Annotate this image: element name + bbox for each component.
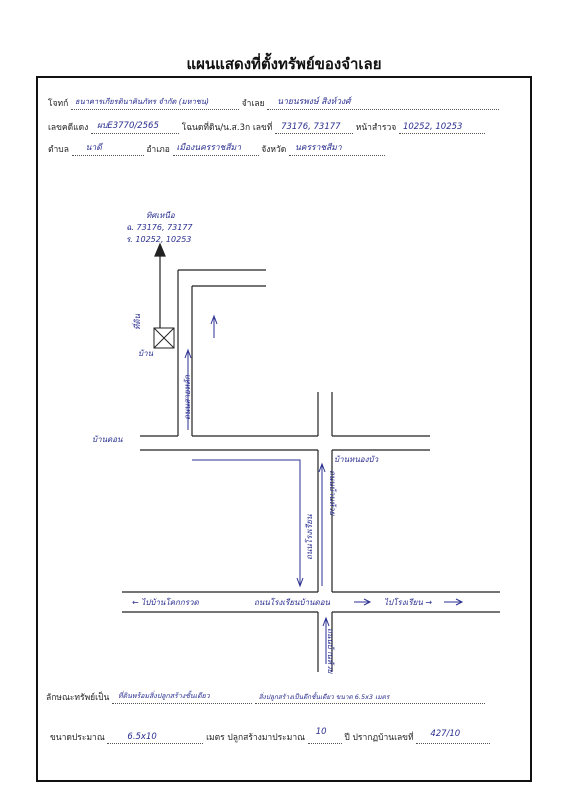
survey-value: 10252, 10253 — [402, 122, 463, 132]
page-title: แผนแสดงที่ตั้งทรัพย์ของจำเลย — [186, 55, 382, 73]
village-b-label: บ้านหนองบัว — [334, 455, 379, 464]
deed-note: ฉ. 73176, 73177 — [126, 223, 193, 232]
north-arrow-head — [155, 244, 165, 256]
property-value: ที่ดินพร้อมสิ่งปลูกสร้างชั้นเดียว — [117, 692, 210, 700]
survey-note: ร. 10252, 10253 — [126, 235, 192, 244]
property-note: สิ่งปลูกสร้างเป็นตึกชั้นเดียว ขนาด 6.5x3 เมตร — [258, 693, 390, 701]
district-label: อำเภอ — [146, 145, 170, 155]
property-field — [112, 693, 252, 704]
case-value: ผบE3770/2565 — [96, 121, 159, 131]
footer-row-1 — [46, 690, 485, 704]
unit-label: เมตร ปลูกสร้างมาประมาณ — [206, 733, 305, 743]
case-label: เลขคดีแดง — [48, 123, 89, 133]
size-field — [107, 733, 203, 744]
road-a-label: ถนนสายหลัก — [183, 375, 192, 420]
to-right-label: ไปโรงเรียน → — [384, 598, 433, 607]
village-a-label: บ้านดอน — [92, 435, 123, 444]
plaintiff-value: ธนาคารเกียรตินาคินภัทร จำกัด (มหาชน) — [75, 97, 209, 106]
footer-row-2 — [50, 727, 490, 744]
subdistrict-label: ตำบล — [48, 145, 69, 155]
route-arrow-b — [192, 460, 300, 586]
subdistrict-value: นาดี — [85, 143, 102, 153]
size-value: 6.5x10 — [127, 732, 157, 742]
size-label: ขนาดประมาณ — [50, 733, 105, 743]
years-label: ปี ปรากฏบ้านเลขที่ — [344, 733, 414, 743]
deed-value: 73176, 73177 — [281, 122, 341, 132]
north-label: ทิศเหนือ — [146, 211, 175, 220]
road-main-label: ถนนโรงเรียนบ้านดอน — [254, 598, 330, 607]
house-label: บ้าน — [138, 349, 154, 358]
property-label: ลักษณะทรัพย์เป็น — [46, 693, 110, 703]
survey-label: หน้าสำรวจ — [355, 123, 397, 133]
side-note: ที่ดิน — [133, 314, 142, 330]
house-no: 427/10 — [430, 729, 461, 739]
road-b-label: ถนนโรงเรียน — [305, 514, 314, 560]
defendant-value: นายนรพงษ์ สิงห์วงศ์ — [277, 97, 351, 107]
road-c-label: ถนนบ้านห้วย — [328, 470, 337, 516]
road-d-label: ถนนบ้านห้วย — [326, 628, 335, 674]
years-field — [308, 727, 342, 744]
deed-label: โฉนดที่ดิน/น.ส.3ก เลขที่ — [181, 123, 273, 133]
property-marker — [154, 328, 174, 348]
house-no-field — [416, 729, 490, 744]
years-value: 10 — [315, 727, 327, 737]
district-value: เมืองนครราชสีมา — [176, 143, 242, 153]
to-left-label: ← ไปบ้านโคกกรวด — [132, 598, 199, 607]
province-label: จังหวัด — [261, 145, 287, 155]
plaintiff-label: โจทก์ — [48, 99, 69, 109]
province-value: นครราชสีมา — [294, 143, 342, 153]
property-note-field — [255, 693, 485, 704]
defendant-label: จำเลย — [241, 99, 265, 109]
